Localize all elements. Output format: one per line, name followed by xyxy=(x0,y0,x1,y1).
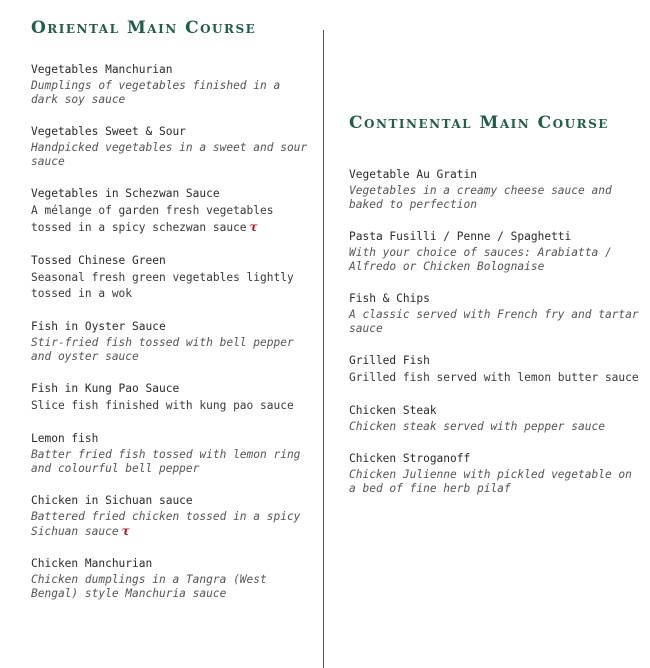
menu-item-description xyxy=(31,203,311,236)
menu-item-description-text: Grilled fish served with lemon butter sauce xyxy=(349,371,639,384)
menu-item-description-text: Stir-fried fish tossed with bell pepper and oyster sauce xyxy=(31,336,294,363)
menu-item xyxy=(31,381,311,414)
menu-item-name: Fish in Kung Pao Sauce xyxy=(31,382,180,395)
menu-item xyxy=(349,229,639,274)
menu-item-name: Chicken Manchurian xyxy=(31,557,153,570)
menu-item-name: Lemon fish xyxy=(31,432,99,445)
menu-item-description xyxy=(349,420,639,434)
oriental-column xyxy=(31,18,311,618)
menu-item xyxy=(31,319,311,364)
menu-item-name: Fish & Chips xyxy=(349,292,430,305)
menu-item-description xyxy=(349,308,639,336)
menu-item-description-text: Seasonal fresh green vegetables lightly tossed in a wok xyxy=(31,271,294,300)
menu-item-description-text: With your choice of sauces: Arabiatta / Alfredo or Chicken Bolognaise xyxy=(349,246,612,273)
menu-item-name: Tossed Chinese Green xyxy=(31,254,166,267)
oriental-items xyxy=(31,62,311,601)
menu-item-description-text: A classic served with French fry and tartar sauce xyxy=(349,308,639,335)
menu-item-description-text: Battered fried chicken tossed in a spicy Sichuan sauce xyxy=(31,510,301,538)
menu-item-description-text: Chicken steak served with pepper sauce xyxy=(349,420,605,433)
menu-item-name: Chicken in Sichuan sauce xyxy=(31,494,193,507)
menu-item xyxy=(349,167,639,212)
menu-item xyxy=(349,403,639,434)
menu-item-description-text: Batter fried fish tossed with lemon ring and colourful bell pepper xyxy=(31,448,301,475)
menu-item-name: Pasta Fusilli / Penne / Spaghetti xyxy=(349,230,572,243)
menu-item xyxy=(31,431,311,476)
menu-item xyxy=(31,493,311,539)
menu-item-description-text: Dumplings of vegetables finished in a dark soy sauce xyxy=(31,79,281,106)
menu-item-description xyxy=(31,573,311,601)
menu-item-description xyxy=(31,270,311,302)
menu-item-description xyxy=(31,448,311,476)
menu-item-name: Grilled Fish xyxy=(349,354,430,367)
menu-item xyxy=(31,556,311,601)
continental-items xyxy=(349,167,639,496)
menu-item xyxy=(349,353,639,386)
menu-item xyxy=(31,253,311,302)
menu-item-description-text: A mélange of garden fresh vegetables tossed in a spicy schezwan sauce xyxy=(31,204,274,234)
menu-item xyxy=(349,451,639,496)
menu-item-name: Vegetable Au Gratin xyxy=(349,168,477,181)
menu-item-description xyxy=(31,141,311,169)
menu-item xyxy=(31,62,311,107)
continental-heading: Continental Main Course xyxy=(349,113,609,133)
menu-item-name: Vegetables Sweet & Sour xyxy=(31,125,186,138)
menu-item xyxy=(349,291,639,336)
menu-item-description-text: Chicken dumplings in a Tangra (West Bengal) style Manchuria sauce xyxy=(31,573,267,600)
menu-item-name: Chicken Steak xyxy=(349,404,437,417)
menu-item-description xyxy=(349,184,639,212)
menu-item-description xyxy=(31,336,311,364)
menu-item-description xyxy=(31,510,311,539)
oriental-heading: Oriental Main Course xyxy=(31,18,257,38)
continental-column xyxy=(349,113,639,513)
menu-item-name: Fish in Oyster Sauce xyxy=(31,320,166,333)
menu-item-description-text: Chicken Julienne with pickled vegetable on a bed of fine herb pilaf xyxy=(349,468,632,495)
menu-item-name: Vegetables in Schezwan Sauce xyxy=(31,187,220,200)
menu-item-description-text: Vegetables in a creamy cheese sauce and baked to perfection xyxy=(349,184,612,211)
menu-item-description xyxy=(349,246,639,274)
menu-item-description xyxy=(31,79,311,107)
spicy-icon: τ xyxy=(249,220,258,234)
menu-item-description-text: Slice fish finished with kung pao sauce xyxy=(31,399,294,412)
menu-item-name: Chicken Stroganoff xyxy=(349,452,471,465)
menu-item xyxy=(31,186,311,236)
menu-item-description xyxy=(349,468,639,496)
menu-item-description xyxy=(31,398,311,414)
spicy-icon: τ xyxy=(121,524,130,538)
menu-item-name: Vegetables Manchurian xyxy=(31,63,173,76)
menu-item xyxy=(31,124,311,169)
menu-item-description-text: Handpicked vegetables in a sweet and sour sauce xyxy=(31,141,308,168)
column-divider xyxy=(323,30,324,668)
menu-item-description xyxy=(349,370,639,386)
